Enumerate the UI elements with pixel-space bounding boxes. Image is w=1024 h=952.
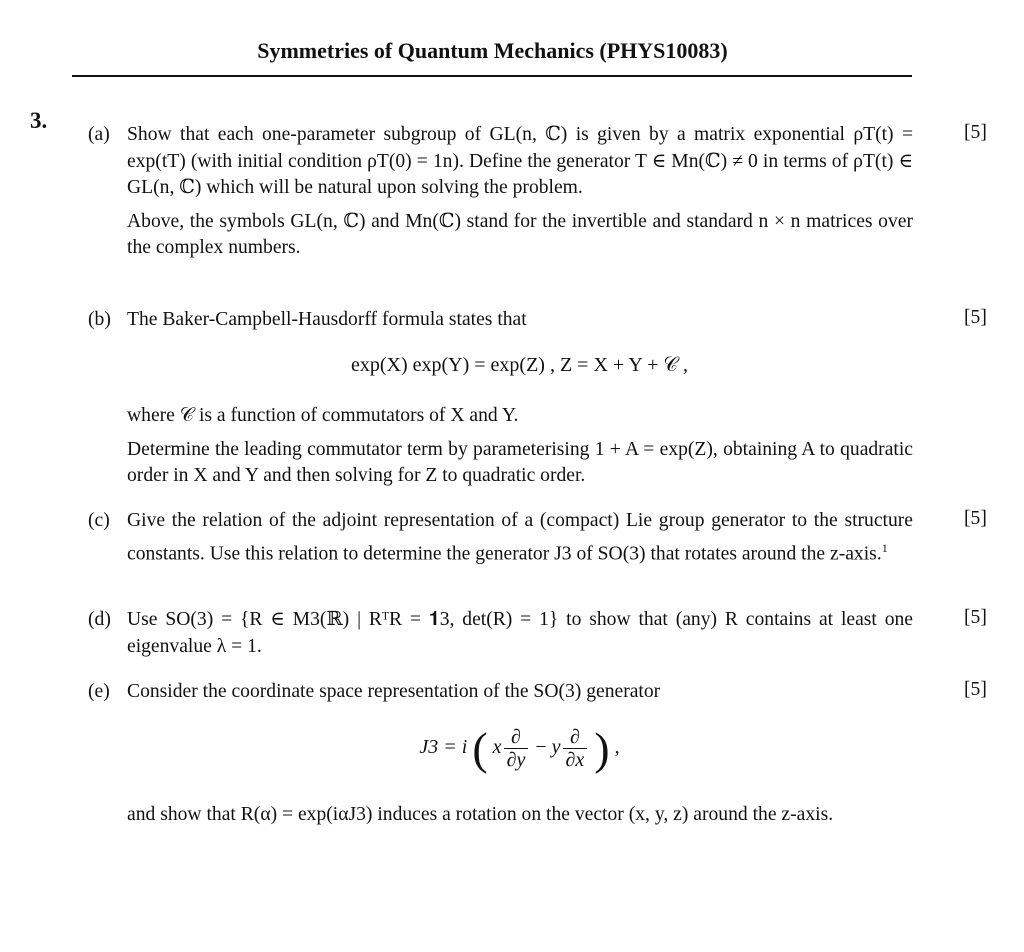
part-b-paragraph-1: where 𝒞 is a function of commutators of X and Y. — [127, 405, 519, 426]
part-b-continued — [88, 403, 913, 490]
part-b-paragraph-2: Determine the leading commutator term by parameterising 1 + A = exp(Z), obtaining A to quadratic order in X and Y and then solving for Z to quadratic order. — [127, 438, 913, 486]
fraction-d-dx: $\frac{\partial}{\partial x}$ — [563, 726, 588, 771]
marks-e: [5] — [964, 679, 987, 700]
part-a-paragraph-1: Show that each one-parameter subgroup of GL(n, ℂ) is given by a matrix exponential ρT(t) = exp(tT) (with initial condition ρT(0) = 1n). Define the generator T ∈ Mn(ℂ) ≠ 0 in terms of ρT(t) ∈ GL(n, ℂ) which will be natural upon solving the problem. — [127, 124, 913, 198]
part-a — [88, 122, 913, 262]
part-e-intro: Consider the coordinate space representation of the SO(3) generator — [127, 681, 661, 702]
footnote-marker: 1 — [881, 540, 888, 555]
part-label: (a) — [88, 124, 110, 145]
part-d — [88, 607, 913, 660]
part-b — [88, 307, 913, 334]
marks-d: [5] — [964, 607, 987, 628]
j3-lhs: J3 = i — [419, 736, 468, 759]
marks-a: [5] — [964, 122, 987, 143]
term1-coeff: x — [492, 736, 502, 759]
question-number: 3. — [30, 108, 48, 133]
fraction-d-dy: $\frac{\partial}{\partial y}$ — [504, 726, 529, 771]
minus-sign: − — [535, 736, 547, 759]
marks-b: [5] — [964, 307, 987, 328]
header-rule — [72, 75, 912, 77]
equation-trail: , — [614, 736, 620, 759]
marks-c: [5] — [964, 508, 987, 529]
part-e — [88, 679, 913, 706]
part-label: (e) — [88, 681, 110, 702]
part-label: (b) — [88, 309, 111, 330]
term2-coeff: y — [551, 736, 561, 759]
part-d-paragraph-1: Use SO(3) = {R ∈ M3(ℝ) | RᵀR = 𝟏3, det(R) = 1} to show that (any) R contains at least one eigenvalue λ = 1. — [127, 609, 913, 657]
part-c — [88, 508, 913, 568]
part-a-paragraph-2: Above, the symbols GL(n, ℂ) and Mn(ℂ) stand for the invertible and standard n × n matrices over the complex numbers. — [127, 210, 913, 258]
right-paren: ) — [594, 723, 610, 774]
part-label: (d) — [88, 609, 111, 630]
page-title: Symmetries of Quantum Mechanics (PHYS10083) — [257, 38, 728, 63]
j3-equation — [127, 722, 912, 775]
part-label: (c) — [88, 510, 110, 531]
part-e-continued — [88, 802, 913, 829]
part-c-paragraph-1: Give the relation of the adjoint representation of a (compact) Lie group generator to the structure constants. Use this relation to determine the generator J3 of SO(3) that rotates around the z-axis. — [127, 510, 913, 565]
bch-equation: exp(X) exp(Y) = exp(Z) , Z = X + Y + 𝒞 , — [350, 354, 688, 376]
part-b-intro: The Baker-Campbell-Hausdorff formula states that — [127, 309, 527, 330]
left-paren: ( — [472, 723, 488, 774]
part-e-paragraph-1: and show that R(α) = exp(iαJ3) induces a rotation on the vector (x, y, z) around the z-axis. — [127, 804, 834, 825]
